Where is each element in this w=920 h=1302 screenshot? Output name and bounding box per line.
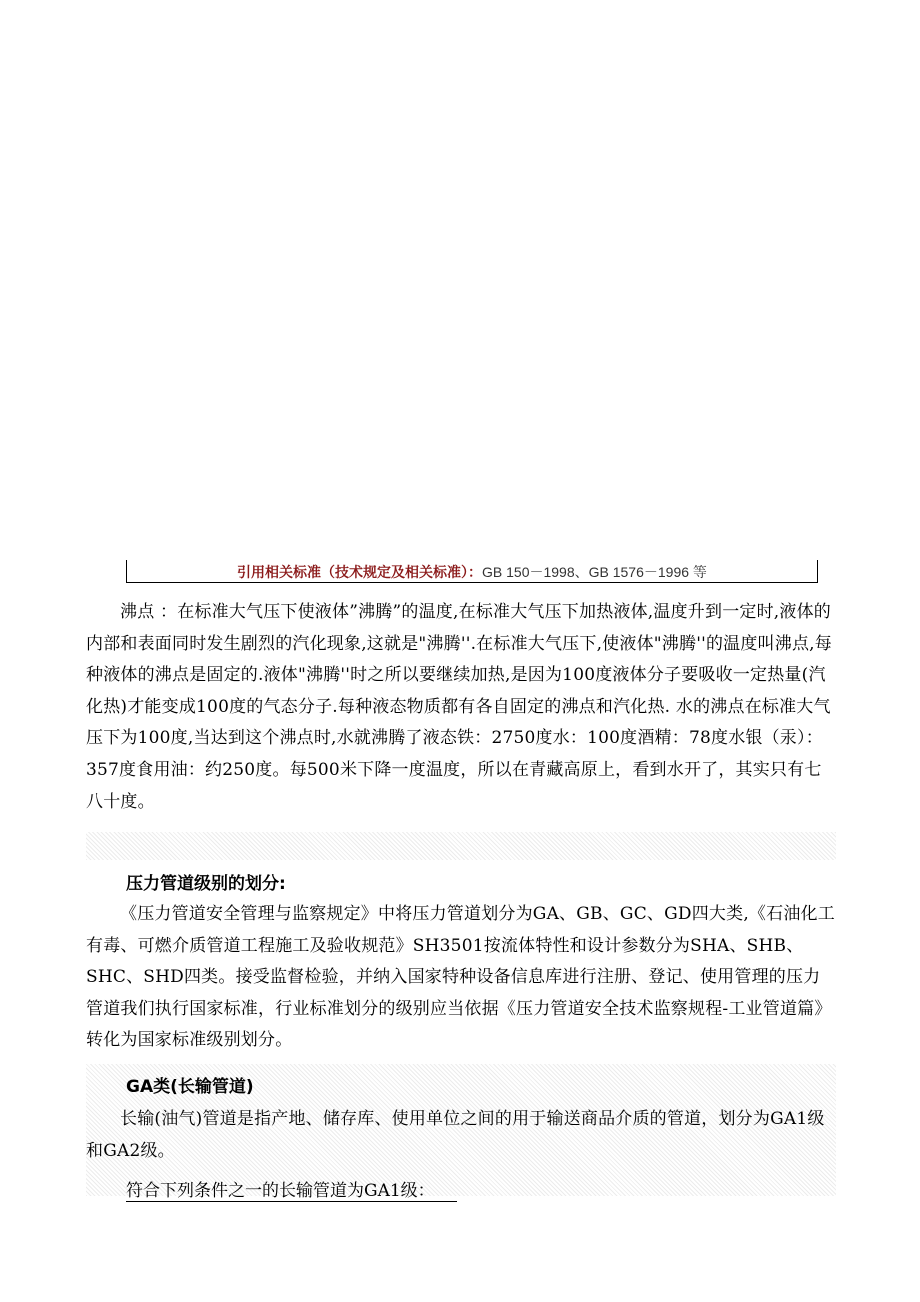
ga-class-paragraph: 长输(油气)管道是指产地、储存库、使用单位之间的用于输送商品介质的管道，划分为GA1级和GA2级。	[86, 1109, 825, 1161]
pipeline-classification-heading: 压力管道级别的划分:	[126, 874, 286, 894]
ga-class-heading: GA类(长输管道)	[126, 1077, 254, 1097]
referenced-standards-bar	[126, 560, 818, 583]
boiling-point-paragraph: 沸点 ：在标准大气压下使液体”沸腾”的温度,在标准大气压下加热液体,温度升到一定时,液体的内部和表面同时发生剧烈的汽化现象,这就是"沸腾''.在标准大气压下,使液体"沸腾''的温度叫沸点,每种液体的沸点是固定的.液体"沸腾''时之所以要继续加热,是因为100度液体分子要吸收一定热量(汽化热)才能变成100度的气态分子.每种液态物质都有各自固定的沸点和汽化热. 水的沸点在标准大气压下为100度,当达到这个沸点时,水就沸腾了液态铁：2750度水：100度酒精：78度水银（汞）：357度食用油：约250度。每500米下降一度温度，所以在青藏高原上，看到水开了，其实只有七八十度。	[86, 602, 832, 812]
referenced-standards	[237, 562, 707, 582]
shaded-band	[86, 832, 836, 860]
ga1-condition-text: 符合下列条件之一的长输管道为GA1级：	[126, 1176, 457, 1202]
pipeline-classification-paragraph: 《压力管道安全管理与监察规定》中将压力管道划分为GA、GB、GC、GD四大类,《石油化工有毒、可燃介质管道工程施工及验收规范》SH3501按流体特性和设计参数分为SHA、SHB、SHC、SHD四类。接受监督检验，并纳入国家特种设备信息库进行注册、登记、使用管理的压力管道我们执行国家标准，行业标准划分的级别应当依据《压力管道安全技术监察规程-工业管道篇》转化为国家标准级别划分。	[86, 904, 835, 1051]
standards-label: 引用相关标准（技术规定及相关标准）：	[237, 564, 482, 580]
standards-value: GB 150－1998、GB 1576－1996 等	[482, 564, 707, 580]
